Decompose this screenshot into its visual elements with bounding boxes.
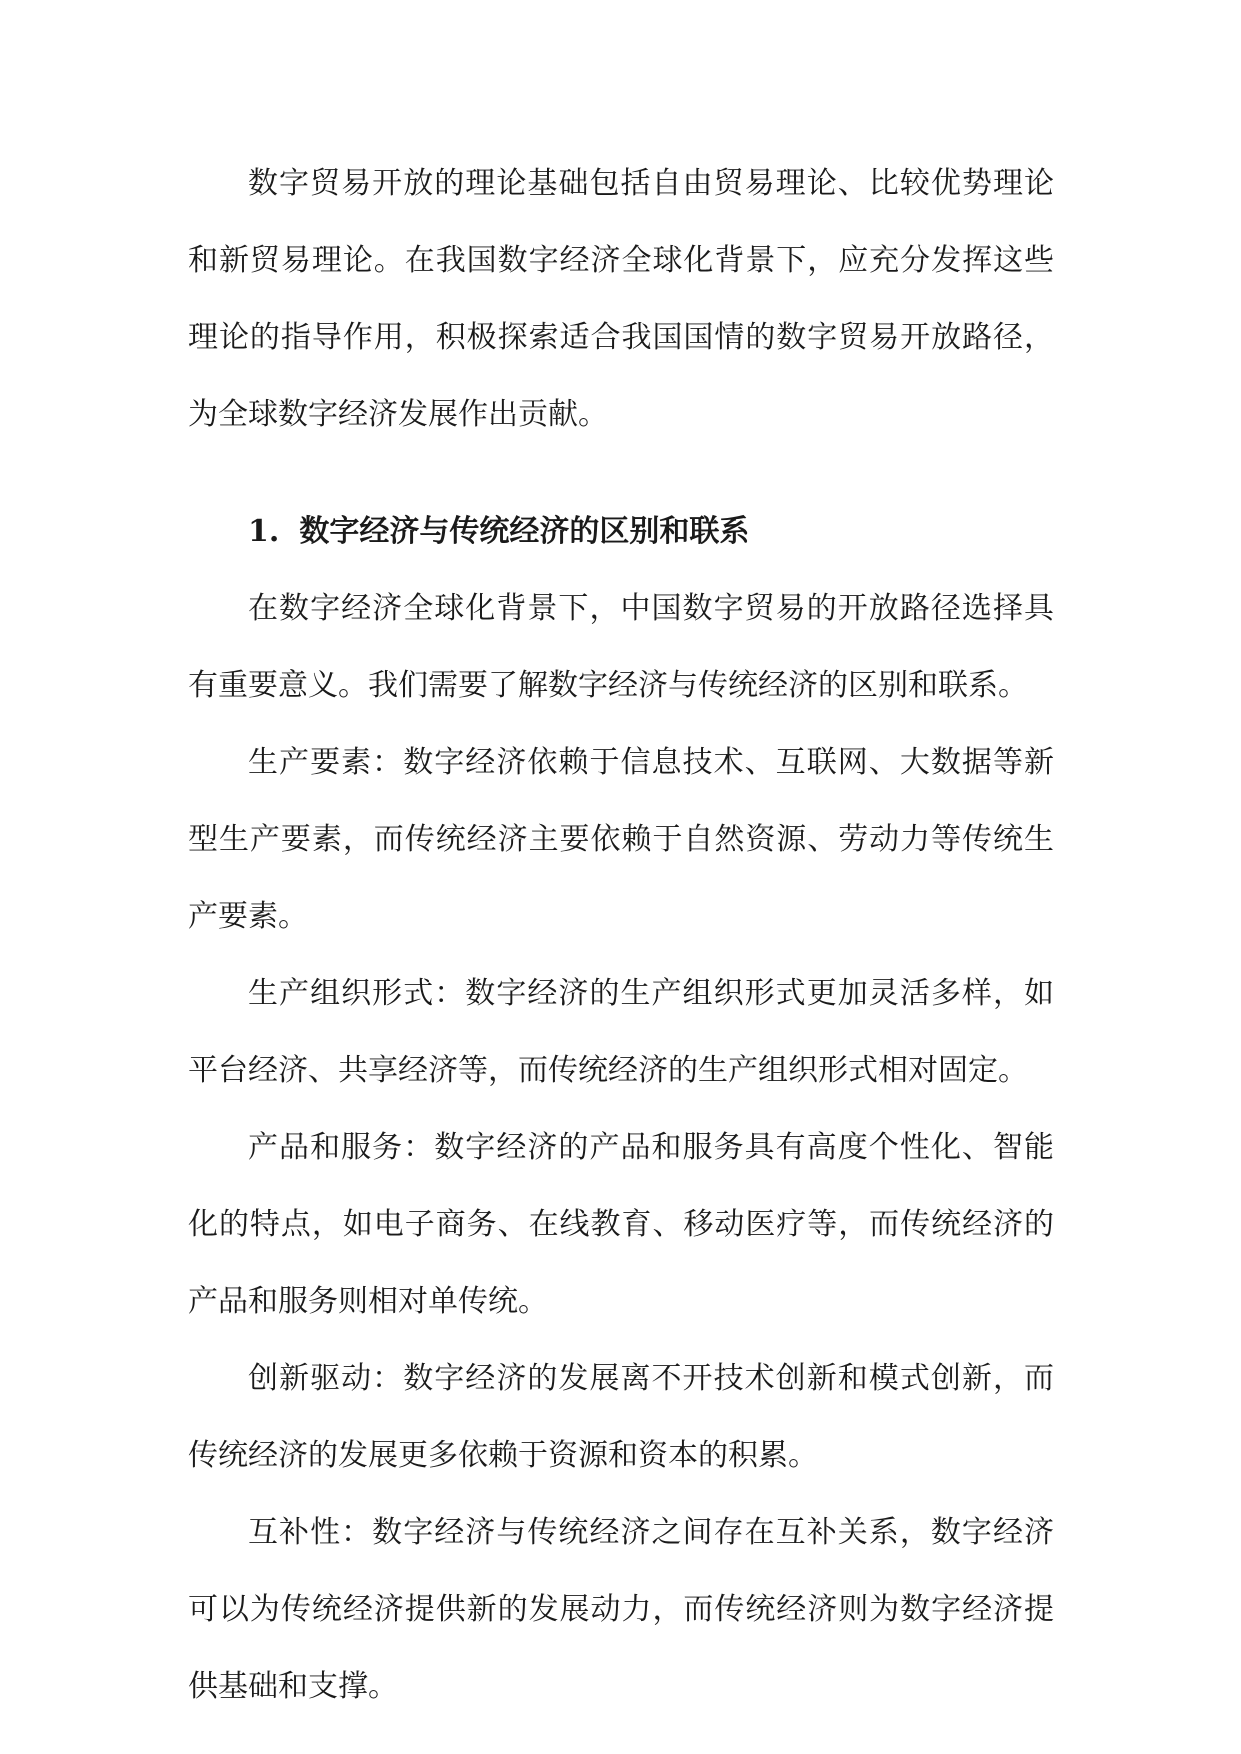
body-paragraph: 生产要素：数字经济依赖于信息技术、互联网、大数据等新型生产要素，而传统经济主要依赖于自然资源、劳动力等传统生产要素。 — [188, 745, 1054, 934]
body-paragraph: 创新驱动：数字经济的发展离不开技术创新和模式创新，而传统经济的发展更多依赖于资源和资本的积累。 — [188, 1361, 1054, 1473]
body-paragraph: 互补性：数字经济与传统经济之间存在互补关系，数字经济可以为传统经济提供新的发展动力，而传统经济则为数字经济提供基础和支撑。 — [188, 1515, 1054, 1704]
body-paragraph: 生产组织形式：数字经济的生产组织形式更加灵活多样，如平台经济、共享经济等，而传统经济的生产组织形式相对固定。 — [188, 976, 1054, 1088]
document-body — [188, 145, 1054, 1725]
intro-paragraph: 数字贸易开放的理论基础包括自由贸易理论、比较优势理论和新贸易理论。在我国数字经济全球化背景下，应充分发挥这些理论的指导作用，积极探索适合我国国情的数字贸易开放路径，为全球数字经济发展作出贡献。 — [188, 166, 1054, 432]
section-heading — [188, 493, 1054, 570]
section-number: 1. — [248, 514, 280, 549]
body-paragraph: 产品和服务：数字经济的产品和服务具有高度个性化、智能化的特点，如电子商务、在线教育、移动医疗等，而传统经济的产品和服务则相对单传统。 — [188, 1130, 1054, 1319]
section-title: 数字经济与传统经济的区别和联系 — [299, 514, 750, 549]
body-paragraph: 在数字经济全球化背景下，中国数字贸易的开放路径选择具有重要意义。我们需要了解数字经济与传统经济的区别和联系。 — [188, 591, 1054, 703]
